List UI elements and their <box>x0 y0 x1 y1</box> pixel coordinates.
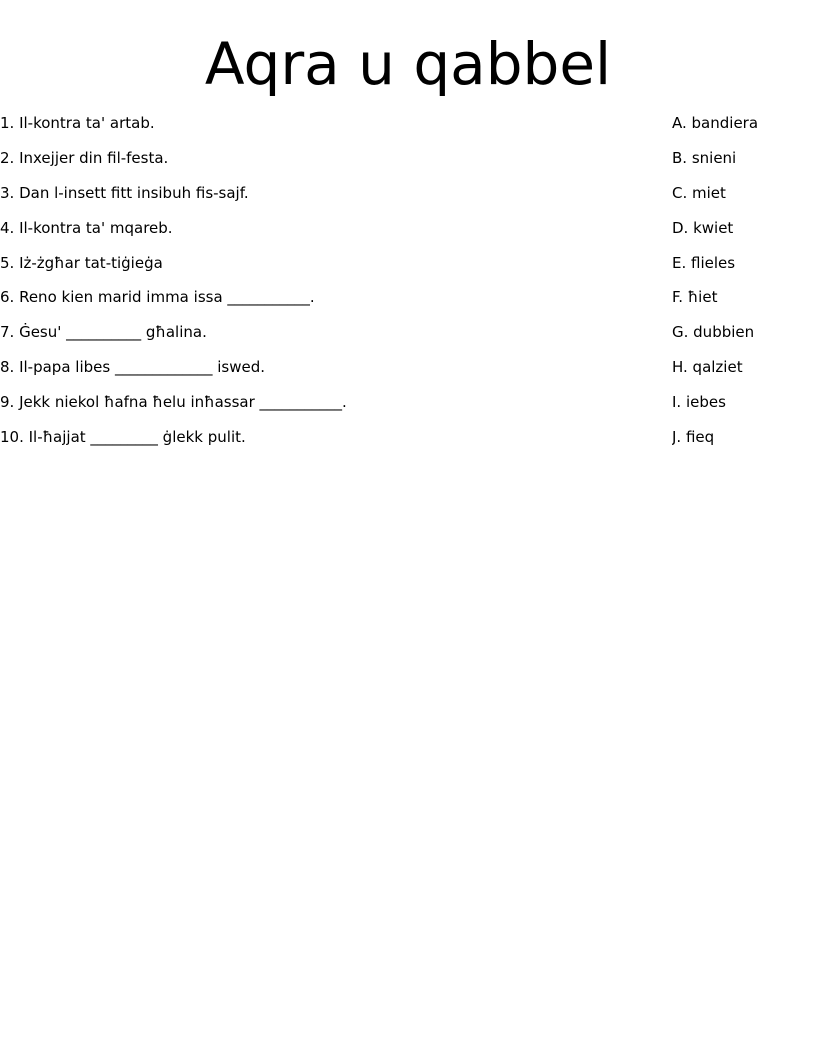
worksheet-title: Aqra u qabbel <box>204 30 612 98</box>
answer-item: A. bandiera <box>672 114 759 132</box>
question-item: 3. Dan l-insett fitt insibuh fis-sajf. <box>0 183 249 202</box>
question-item: 5. Iż-żgħar tat-tiġieġa <box>0 253 163 272</box>
question-item: 1. Il-kontra ta' artab. <box>0 114 155 132</box>
answers-list <box>672 113 812 462</box>
questions-list <box>0 113 640 462</box>
question-item: 9. Jekk niekol ħafna ħelu inħassar ___________. <box>0 393 347 412</box>
question-item: 6. Reno kien marid imma issa ___________. <box>0 288 315 307</box>
answer-item: H. qalziet <box>672 358 743 377</box>
answer-item: B. snieni <box>672 148 737 167</box>
question-item: 4. Il-kontra ta' mqareb. <box>0 218 173 237</box>
answer-item: F. ħiet <box>672 288 718 307</box>
answer-item: D. kwiet <box>672 218 734 237</box>
answer-item: G. dubbien <box>672 323 755 342</box>
answer-item: J. fieq <box>672 428 715 447</box>
answer-item: I. iebes <box>672 393 726 412</box>
answer-item: E. flieles <box>672 253 736 272</box>
question-item: 10. Il-ħajjat _________ ġlekk pulit. <box>0 428 246 447</box>
answer-item: C. miet <box>672 183 726 202</box>
question-item: 7. Ġesu' __________ għalina. <box>0 323 207 342</box>
question-item: 2. Inxejjer din fil-festa. <box>0 148 169 167</box>
question-item: 8. Il-papa libes _____________ iswed. <box>0 358 265 377</box>
